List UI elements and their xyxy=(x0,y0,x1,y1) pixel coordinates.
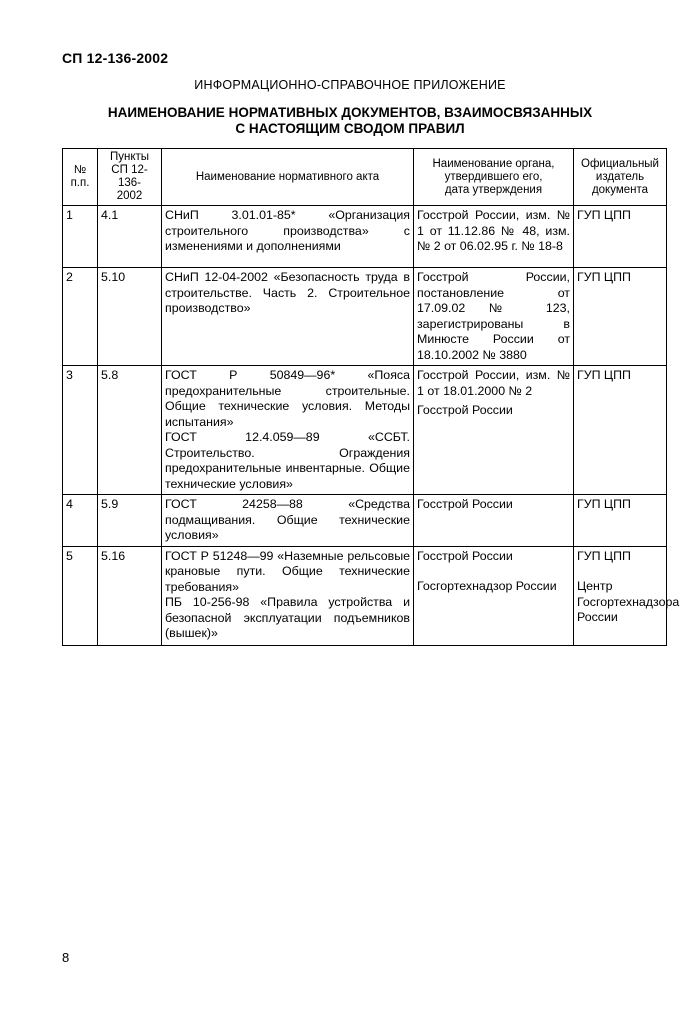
row-act xyxy=(162,366,414,495)
row-publisher-item: ГУП ЦПП xyxy=(577,548,631,563)
row-authority-item: Госгортехнадзор России xyxy=(417,579,557,593)
row-act: СНиП 3.01.01-85* «Организация строительного производства» с изменениями и дополнениями xyxy=(162,206,414,268)
document-code: СП 12-136-2002 xyxy=(62,50,169,66)
column-header-publisher: Официальный издатель документа xyxy=(574,149,667,206)
row-publisher: ГУП ЦПП xyxy=(574,268,667,366)
column-header-clause: Пункты СП 12-136- 2002 xyxy=(98,149,162,206)
row-authority-item: Госстрой России xyxy=(417,403,513,417)
row-authority-item: Госстрой России xyxy=(417,548,513,563)
table-row xyxy=(63,546,667,645)
row-publisher xyxy=(574,546,680,645)
column-header-authority: Наименование органа, утвердившего его, дата утверждения xyxy=(414,149,574,206)
row-act: ГОСТ 24258—88 «Средства подмащивания. Общие технические условия» xyxy=(162,495,414,547)
row-act-item: ГОСТ Р 50849—96* «Пояса предохранительные строительные. Общие технические условия. Методы испытания» xyxy=(165,368,410,429)
spacer xyxy=(577,564,663,579)
row-clause: 5.10 xyxy=(98,268,162,366)
row-clause: 4.1 xyxy=(98,206,162,268)
row-authority: Госстрой России, постановление от 17.09.02 № 123, зарегистрированы в Минюсте России от 18.10.2002 № 3880 xyxy=(414,268,574,366)
row-authority xyxy=(414,546,574,645)
row-authority-item: Госстрой России, изм. № 1 от 18.01.2000 № 2 xyxy=(417,368,570,398)
column-header-number: № п.п. xyxy=(63,149,98,206)
appendix-label: ИНФОРМАЦИОННО-СПРАВОЧНОЕ ПРИЛОЖЕНИЕ xyxy=(194,78,506,92)
table-header-row xyxy=(63,149,667,206)
title-line-1: НАИМЕНОВАНИЕ НОРМАТИВНЫХ ДОКУМЕНТОВ, ВЗАИМОСВЯЗАННЫХ xyxy=(107,105,593,120)
row-publisher: ГУП ЦПП xyxy=(574,366,667,495)
row-publisher: ГУП ЦПП xyxy=(574,495,667,547)
row-act-item: ПБ 10-256-98 «Правила устройства и безопасной эксплуатации подъемников (вышек)» xyxy=(165,595,410,640)
page-number: 8 xyxy=(62,950,70,965)
table-row xyxy=(63,366,667,495)
row-clause: 5.16 xyxy=(98,546,162,645)
title-line-2: С НАСТОЯЩИМ СВОДОМ ПРАВИЛ xyxy=(235,121,465,136)
row-act-item: ГОСТ Р 51248—99 «Наземные рельсовые крановые пути. Общие технические требования» xyxy=(165,548,410,594)
row-authority: Госстрой России, изм. № 1 от 11.12.86 № 48, изм. № 2 от 06.02.95 г. № 18-8 xyxy=(414,206,574,268)
row-number: 3 xyxy=(63,366,98,495)
row-act: СНиП 12-04-2002 «Безопасность труда в строительстве. Часть 2. Строительное производство» xyxy=(162,268,414,366)
table-row xyxy=(63,206,667,268)
column-header-act: Наименование нормативного акта xyxy=(162,149,414,206)
row-number: 1 xyxy=(63,206,98,268)
row-publisher-item: Центр Госгортехнадзора России xyxy=(577,579,680,624)
row-number: 2 xyxy=(63,268,98,366)
page-title xyxy=(0,105,700,137)
row-clause: 5.9 xyxy=(98,495,162,547)
row-act-item: ГОСТ 12.4.059—89 «ССБТ. Строительство. Ограждения предохранительные инвентарные. Общие технические условия» xyxy=(165,430,410,491)
row-act xyxy=(162,546,414,645)
row-publisher: ГУП ЦПП xyxy=(574,206,667,268)
table-row xyxy=(63,495,667,547)
spacer xyxy=(417,564,570,579)
table-row xyxy=(63,268,667,366)
row-clause: 5.8 xyxy=(98,366,162,495)
row-authority: Госстрой России xyxy=(414,495,574,547)
normative-documents-table xyxy=(62,148,680,646)
row-number: 5 xyxy=(63,546,98,645)
row-authority xyxy=(414,366,574,495)
row-number: 4 xyxy=(63,495,98,547)
